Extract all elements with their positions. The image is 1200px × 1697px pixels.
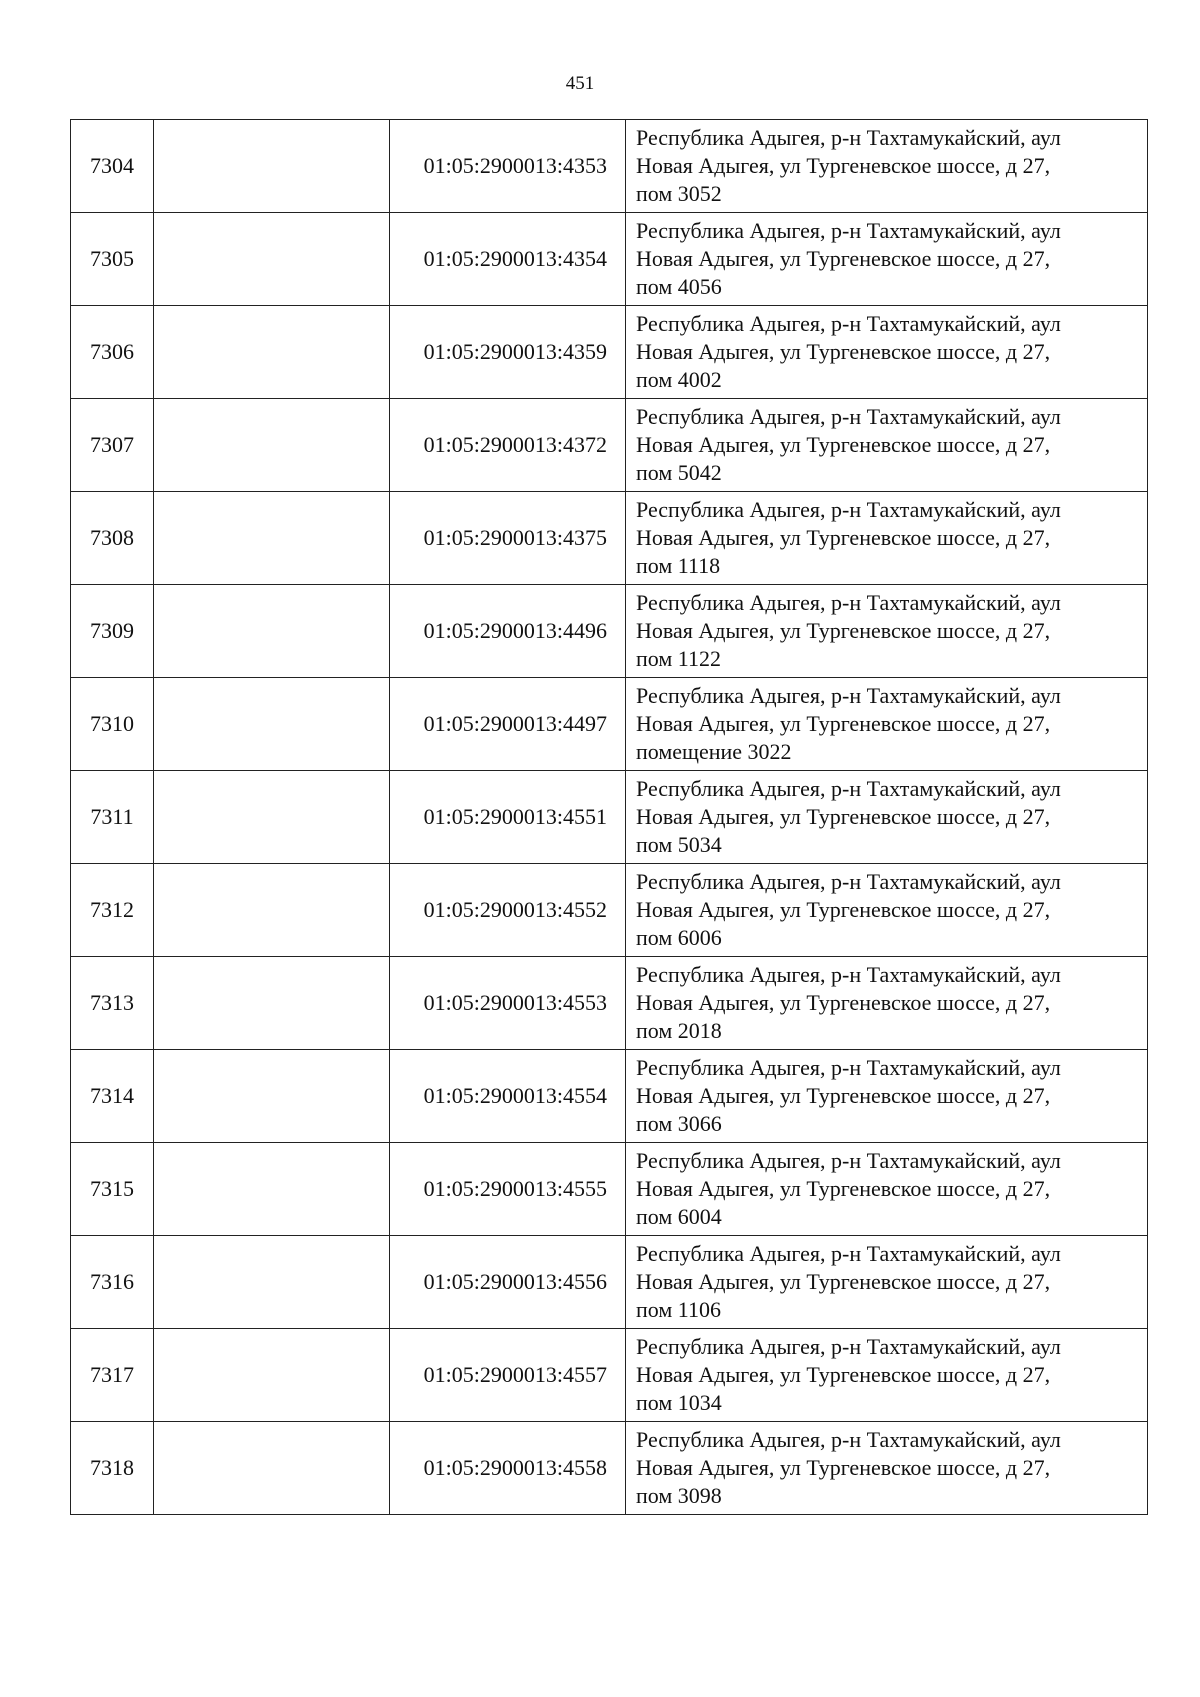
address-line: Новая Адыгея, ул Тургеневское шоссе, д 27, [636, 246, 1051, 271]
address-cell [626, 1422, 1148, 1515]
cadastral-number-cell: 01:05:2900013:4375 [390, 492, 626, 585]
owner-cell [154, 957, 390, 1050]
row-number-cell: 7314 [71, 1050, 154, 1143]
address-line: Новая Адыгея, ул Тургеневское шоссе, д 27, [636, 804, 1051, 829]
table-row [71, 492, 1148, 585]
owner-cell [154, 120, 390, 213]
owner-cell [154, 213, 390, 306]
address-line: пом 2018 [636, 1018, 722, 1043]
cadastral-number-cell: 01:05:2900013:4558 [390, 1422, 626, 1515]
registry-table-body [71, 120, 1148, 1515]
address-line: Республика Адыгея, р-н Тахтамукайский, аул [636, 404, 1061, 429]
cadastral-number-cell: 01:05:2900013:4552 [390, 864, 626, 957]
table-row [71, 957, 1148, 1050]
owner-cell [154, 1143, 390, 1236]
address-line: пом 4056 [636, 274, 722, 299]
table-row [71, 585, 1148, 678]
cadastral-number-cell: 01:05:2900013:4372 [390, 399, 626, 492]
row-number-cell: 7318 [71, 1422, 154, 1515]
address-line: Республика Адыгея, р-н Тахтамукайский, аул [636, 776, 1061, 801]
address-line: Республика Адыгея, р-н Тахтамукайский, аул [636, 1055, 1061, 1080]
cadastral-number-cell: 01:05:2900013:4557 [390, 1329, 626, 1422]
owner-cell [154, 1422, 390, 1515]
address-line: Республика Адыгея, р-н Тахтамукайский, аул [636, 497, 1061, 522]
owner-cell [154, 864, 390, 957]
address-cell [626, 957, 1148, 1050]
address-cell [626, 120, 1148, 213]
address-cell [626, 306, 1148, 399]
address-cell [626, 771, 1148, 864]
address-line: Республика Адыгея, р-н Тахтамукайский, аул [636, 683, 1061, 708]
row-number-cell: 7308 [71, 492, 154, 585]
address-line: Новая Адыгея, ул Тургеневское шоссе, д 27, [636, 1083, 1051, 1108]
cadastral-number-cell: 01:05:2900013:4553 [390, 957, 626, 1050]
address-cell [626, 864, 1148, 957]
address-line: пом 4002 [636, 367, 722, 392]
address-line: Новая Адыгея, ул Тургеневское шоссе, д 27, [636, 1269, 1051, 1294]
owner-cell [154, 1329, 390, 1422]
address-line: Новая Адыгея, ул Тургеневское шоссе, д 27, [636, 990, 1051, 1015]
table-row [71, 864, 1148, 957]
address-line: Республика Адыгея, р-н Тахтамукайский, аул [636, 125, 1061, 150]
row-number-cell: 7305 [71, 213, 154, 306]
address-line: помещение 3022 [636, 739, 792, 764]
table-row [71, 399, 1148, 492]
owner-cell [154, 1236, 390, 1329]
owner-cell [154, 678, 390, 771]
table-row [71, 120, 1148, 213]
address-line: пом 1122 [636, 646, 721, 671]
cadastral-number-cell: 01:05:2900013:4556 [390, 1236, 626, 1329]
row-number-cell: 7307 [71, 399, 154, 492]
cadastral-number-cell: 01:05:2900013:4554 [390, 1050, 626, 1143]
owner-cell [154, 492, 390, 585]
row-number-cell: 7310 [71, 678, 154, 771]
cadastral-number-cell: 01:05:2900013:4354 [390, 213, 626, 306]
row-number-cell: 7313 [71, 957, 154, 1050]
address-cell [626, 1329, 1148, 1422]
cadastral-number-cell: 01:05:2900013:4497 [390, 678, 626, 771]
table-row [71, 678, 1148, 771]
row-number-cell: 7306 [71, 306, 154, 399]
address-line: Республика Адыгея, р-н Тахтамукайский, аул [636, 1148, 1061, 1173]
table-row [71, 771, 1148, 864]
address-line: Новая Адыгея, ул Тургеневское шоссе, д 27, [636, 1362, 1051, 1387]
registry-table [70, 119, 1148, 1515]
address-cell [626, 1236, 1148, 1329]
table-row [71, 1236, 1148, 1329]
address-line: пом 1118 [636, 553, 721, 578]
table-row [71, 1329, 1148, 1422]
address-line: Республика Адыгея, р-н Тахтамукайский, аул [636, 311, 1061, 336]
address-cell [626, 1050, 1148, 1143]
cadastral-number-cell: 01:05:2900013:4551 [390, 771, 626, 864]
table-row [71, 306, 1148, 399]
table-row [71, 1143, 1148, 1236]
cadastral-number-cell: 01:05:2900013:4359 [390, 306, 626, 399]
row-number-cell: 7315 [71, 1143, 154, 1236]
cadastral-number-cell: 01:05:2900013:4496 [390, 585, 626, 678]
address-cell [626, 492, 1148, 585]
address-line: пом 3098 [636, 1483, 722, 1508]
address-line: пом 5034 [636, 832, 722, 857]
owner-cell [154, 1050, 390, 1143]
row-number-cell: 7316 [71, 1236, 154, 1329]
row-number-cell: 7309 [71, 585, 154, 678]
address-line: Новая Адыгея, ул Тургеневское шоссе, д 27, [636, 711, 1051, 736]
address-line: Новая Адыгея, ул Тургеневское шоссе, д 27, [636, 1176, 1051, 1201]
table-row [71, 213, 1148, 306]
owner-cell [154, 585, 390, 678]
address-line: Республика Адыгея, р-н Тахтамукайский, аул [636, 1427, 1061, 1452]
address-line: пом 1034 [636, 1390, 722, 1415]
address-line: Новая Адыгея, ул Тургеневское шоссе, д 27, [636, 153, 1051, 178]
address-line: пом 3052 [636, 181, 722, 206]
address-line: Республика Адыгея, р-н Тахтамукайский, аул [636, 590, 1061, 615]
row-number-cell: 7317 [71, 1329, 154, 1422]
address-cell [626, 1143, 1148, 1236]
table-row [71, 1422, 1148, 1515]
address-cell [626, 678, 1148, 771]
row-number-cell: 7304 [71, 120, 154, 213]
address-line: Новая Адыгея, ул Тургеневское шоссе, д 27, [636, 1455, 1051, 1480]
cadastral-number-cell: 01:05:2900013:4353 [390, 120, 626, 213]
address-line: Новая Адыгея, ул Тургеневское шоссе, д 27, [636, 525, 1051, 550]
address-line: Новая Адыгея, ул Тургеневское шоссе, д 27, [636, 339, 1051, 364]
owner-cell [154, 399, 390, 492]
address-line: Республика Адыгея, р-н Тахтамукайский, аул [636, 218, 1061, 243]
address-line: пом 3066 [636, 1111, 722, 1136]
owner-cell [154, 306, 390, 399]
address-cell [626, 399, 1148, 492]
address-line: Новая Адыгея, ул Тургеневское шоссе, д 27, [636, 897, 1051, 922]
address-cell [626, 213, 1148, 306]
table-row [71, 1050, 1148, 1143]
address-line: Республика Адыгея, р-н Тахтамукайский, аул [636, 1334, 1061, 1359]
address-line: пом 6004 [636, 1204, 722, 1229]
address-cell [626, 585, 1148, 678]
address-line: Новая Адыгея, ул Тургеневское шоссе, д 27, [636, 432, 1051, 457]
cadastral-number-cell: 01:05:2900013:4555 [390, 1143, 626, 1236]
address-line: Республика Адыгея, р-н Тахтамукайский, аул [636, 869, 1061, 894]
address-line: пом 5042 [636, 460, 722, 485]
address-line: Республика Адыгея, р-н Тахтамукайский, аул [636, 962, 1061, 987]
row-number-cell: 7312 [71, 864, 154, 957]
page-number: 451 [565, 73, 595, 94]
owner-cell [154, 771, 390, 864]
address-line: пом 6006 [636, 925, 722, 950]
row-number-cell: 7311 [71, 771, 154, 864]
address-line: Новая Адыгея, ул Тургеневское шоссе, д 27, [636, 618, 1051, 643]
address-line: пом 1106 [636, 1297, 721, 1322]
address-line: Республика Адыгея, р-н Тахтамукайский, аул [636, 1241, 1061, 1266]
